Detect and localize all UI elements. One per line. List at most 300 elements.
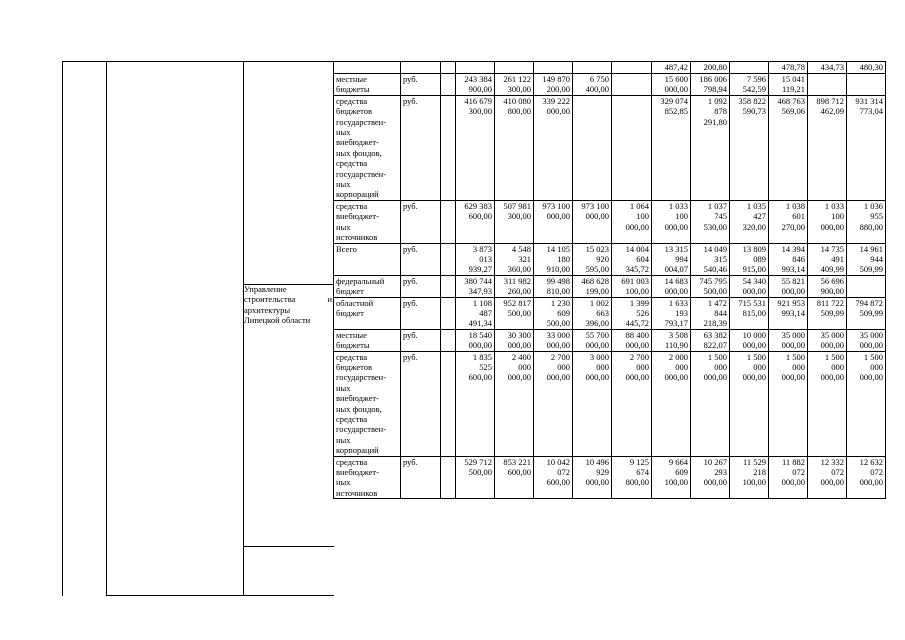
value-cell-line: 601 — [792, 211, 805, 222]
value-cell-line: 1 500 — [785, 351, 805, 362]
empty-cell — [441, 351, 456, 456]
value-cell-line: 929 — [596, 467, 609, 478]
value-cell-line: 6 750 — [589, 74, 609, 84]
value-cell-line: 000,00 — [781, 340, 805, 351]
value-cell-line: 218 — [753, 467, 766, 478]
value-cell-line: 13 315 — [664, 243, 688, 254]
value-cell-line: 193 — [675, 307, 688, 318]
value-cell — [612, 243, 652, 275]
value-cell-line: 100 — [675, 211, 688, 222]
value-cell-line: 973 100 — [542, 200, 570, 211]
value-cell-line: 468 628 — [581, 275, 609, 286]
funding-source-label-line: корпораций — [336, 445, 379, 456]
funding-source-label — [334, 456, 401, 499]
value-cell-line: 000,00 — [507, 340, 531, 351]
value-cell-line: 846 — [792, 253, 805, 264]
value-cell-line: 000,00 — [664, 221, 688, 232]
value-cell-line: 000,00 — [546, 340, 570, 351]
funding-source-label-line: внебюджет- — [336, 211, 379, 222]
funding-source-label-line: средства — [336, 351, 368, 362]
value-cell — [495, 243, 534, 275]
value-cell-line: 33 000 — [546, 329, 570, 340]
value-cell-line: 1 002 — [589, 297, 609, 308]
value-cell-line: 994 — [675, 253, 688, 264]
funding-source-label-line: областной — [336, 297, 374, 308]
value-cell-line: 745 — [714, 211, 727, 222]
value-cell-line: 530,00 — [703, 221, 727, 232]
value-cell — [691, 95, 730, 200]
empty-cell — [441, 243, 456, 275]
value-cell-line: 089 — [753, 253, 766, 264]
value-cell — [495, 275, 534, 297]
unit-cell: руб. — [401, 351, 441, 456]
funding-source-label-line: ных — [336, 127, 351, 138]
value-cell-line: 072 — [831, 467, 844, 478]
funding-source-label-line: внебюджет- — [336, 467, 379, 478]
value-cell-line: 852,85 — [664, 106, 688, 117]
value-cell-line: 1 035 — [746, 200, 766, 211]
value-cell-line: 000,00 — [703, 477, 727, 488]
value-cell — [847, 95, 886, 200]
funding-source-label — [334, 297, 401, 329]
value-cell-line: 500,00 — [546, 318, 570, 329]
value-cell — [573, 200, 612, 243]
value-cell-line: 000 — [714, 361, 727, 372]
value-cell — [847, 74, 886, 96]
funding-source-label-line: государствен- — [336, 116, 387, 127]
value-cell — [456, 275, 495, 297]
value-cell-line: 300,00 — [507, 211, 531, 222]
empty-cell — [441, 74, 456, 96]
value-cell-line: 898 712 — [816, 95, 844, 106]
value-cell-line: 000,00 — [859, 477, 883, 488]
value-cell-line: 380 744 — [464, 275, 492, 286]
value-cell — [691, 351, 730, 456]
value-cell-line: 525 — [479, 361, 492, 372]
value-cell-line: 811 722 — [816, 297, 844, 308]
funding-source-label-line: ных фондов, — [336, 403, 382, 414]
value-cell-line: 321 — [518, 253, 531, 264]
value-cell — [612, 95, 652, 200]
value-cell-line: 55 821 — [781, 275, 805, 286]
value-cell-line: 000,00 — [507, 372, 531, 383]
value-cell — [456, 329, 495, 351]
value-cell-line: 1 038 — [785, 200, 805, 211]
value-cell-line: 072 — [792, 467, 805, 478]
value-cell-line: 243 384 — [464, 74, 492, 84]
value-cell-line: 000 — [753, 361, 766, 372]
value-cell-line: 793,17 — [664, 318, 688, 329]
value-cell-line: 491,34 — [468, 318, 492, 329]
top-row-cell — [441, 62, 456, 74]
value-cell-line: 410 080 — [503, 95, 531, 106]
value-cell-line: 10 000 — [742, 329, 766, 340]
value-cell-line: 409,99 — [820, 264, 844, 275]
value-cell — [769, 351, 808, 456]
funding-source-label-line: ных — [336, 434, 351, 445]
value-cell-line: 15 600 — [664, 74, 688, 84]
unit-cell: руб. — [401, 329, 441, 351]
unit-cell: руб. — [401, 74, 441, 96]
top-row-cell — [334, 62, 401, 74]
table-row — [334, 74, 886, 96]
funding-source-label-line: бюджет — [336, 286, 364, 297]
funding-source-label-line: ных — [336, 221, 351, 232]
value-cell — [652, 243, 691, 275]
value-cell — [730, 351, 769, 456]
value-cell — [495, 95, 534, 200]
value-cell-line: 931 314 — [855, 95, 883, 106]
value-cell-line: 921 953 — [777, 297, 805, 308]
top-row-cell: 200,80 — [691, 62, 730, 74]
value-cell-line: 000,00 — [820, 477, 844, 488]
value-cell-line: 100 — [831, 211, 844, 222]
value-cell-line: 1 037 — [707, 200, 727, 211]
value-cell-line: 939,27 — [468, 264, 492, 275]
funding-source-label-line: бюджеты — [336, 340, 370, 351]
value-cell — [847, 243, 886, 275]
value-cell-line: 9 125 — [629, 456, 649, 467]
value-cell — [573, 74, 612, 96]
value-cell-line: 261 122 — [503, 74, 531, 84]
value-cell-line: 35 000 — [781, 329, 805, 340]
funding-source-label-line: бюджетов — [336, 106, 372, 117]
value-cell-line: 800,00 — [625, 477, 649, 488]
funding-source-label-line: федеральный — [336, 275, 385, 286]
value-cell — [573, 456, 612, 499]
value-cell-line: 427 — [753, 211, 766, 222]
value-cell-line: 000,00 — [625, 221, 649, 232]
value-cell-line: 35 000 — [820, 329, 844, 340]
value-cell-line: 013 — [479, 253, 492, 264]
value-cell — [730, 297, 769, 329]
value-cell-line: 100,00 — [664, 477, 688, 488]
table-row — [334, 243, 886, 275]
value-cell-line: 000,00 — [546, 372, 570, 383]
value-cell-line: 311 982 — [503, 275, 531, 286]
organization-line: Управление — [244, 284, 287, 294]
value-cell-line: 000,00 — [585, 340, 609, 351]
value-cell-line: 1 033 — [824, 200, 844, 211]
top-row-cell: 480,30 — [847, 62, 886, 74]
value-cell-line: 54 340 — [742, 275, 766, 286]
value-cell-line: 509,99 — [859, 264, 883, 275]
table-column-divider — [243, 61, 244, 596]
value-cell-line: 149 870 — [542, 74, 570, 84]
value-cell — [456, 351, 495, 456]
value-cell-line: 100,00 — [742, 477, 766, 488]
table-border-left — [62, 61, 63, 596]
budget-table — [333, 61, 886, 499]
empty-cell — [441, 275, 456, 297]
value-cell-line: 15 041 — [781, 74, 805, 84]
value-cell-line: 000,00 — [742, 340, 766, 351]
value-cell-line: 10 496 — [585, 456, 609, 467]
value-cell — [573, 329, 612, 351]
budget-table-body — [334, 62, 886, 499]
value-cell-line: 396,00 — [585, 318, 609, 329]
value-cell-line: 604 — [636, 253, 649, 264]
value-cell — [808, 329, 847, 351]
value-cell-line: 1 230 — [550, 297, 570, 308]
funding-source-label-line: средства — [336, 200, 368, 211]
value-cell-line: 000,00 — [585, 211, 609, 222]
value-cell-line: 000,00 — [546, 211, 570, 222]
value-cell — [808, 74, 847, 96]
value-cell-line: 000 — [831, 361, 844, 372]
value-cell — [612, 329, 652, 351]
value-cell-line: 000,00 — [859, 372, 883, 383]
value-cell-line: 993,14 — [781, 307, 805, 318]
value-cell — [769, 275, 808, 297]
value-cell-line: 347,93 — [468, 286, 492, 297]
top-row-cell — [495, 62, 534, 74]
value-cell-line: 590,73 — [742, 106, 766, 117]
value-cell-line: 7 596 — [746, 74, 766, 84]
value-cell-line: 1 633 — [668, 297, 688, 308]
value-cell-line: 1 500 — [707, 351, 727, 362]
value-cell — [847, 456, 886, 499]
value-cell — [612, 275, 652, 297]
value-cell — [652, 275, 691, 297]
value-cell-line: 000 — [636, 361, 649, 372]
value-cell — [691, 74, 730, 96]
value-cell — [691, 297, 730, 329]
value-cell-line: 853 221 — [503, 456, 531, 467]
value-cell — [769, 243, 808, 275]
value-cell — [730, 456, 769, 499]
table-row — [334, 351, 886, 456]
value-cell-line: 000 — [596, 361, 609, 372]
value-cell-line: 2 700 — [629, 351, 649, 362]
value-cell — [691, 329, 730, 351]
value-cell-line: 000,00 — [468, 340, 492, 351]
value-cell-line: 810,00 — [546, 286, 570, 297]
top-row-cell — [612, 62, 652, 74]
value-cell — [808, 95, 847, 200]
value-cell — [534, 329, 573, 351]
top-row-cell — [534, 62, 573, 74]
value-cell — [808, 297, 847, 329]
value-cell — [847, 329, 886, 351]
table-row — [334, 62, 886, 74]
value-cell-line: 445,72 — [625, 318, 649, 329]
funding-source-label-line: ных — [336, 179, 351, 190]
table-row — [334, 329, 886, 351]
table-top-border — [62, 61, 334, 62]
value-cell-line: 12 332 — [820, 456, 844, 467]
funding-source-label — [334, 275, 401, 297]
value-cell — [808, 243, 847, 275]
value-cell-line: 000,00 — [585, 372, 609, 383]
organization-line: строительства — [244, 294, 296, 305]
unit-cell: руб. — [401, 456, 441, 499]
value-cell-line: 1 092 — [707, 95, 727, 106]
unit-cell: руб. — [401, 243, 441, 275]
value-cell-line: 9 664 — [668, 456, 688, 467]
value-cell — [652, 329, 691, 351]
value-cell-line: 468 763 — [777, 95, 805, 106]
value-cell — [495, 200, 534, 243]
value-cell-line: 715 531 — [738, 297, 766, 308]
value-cell — [730, 74, 769, 96]
unit-cell: руб. — [401, 297, 441, 329]
value-cell — [534, 74, 573, 96]
value-cell-line: 072 — [557, 467, 570, 478]
value-cell — [456, 200, 495, 243]
value-cell-line: 569,06 — [781, 106, 805, 117]
value-cell-line: 2 400 — [511, 351, 531, 362]
value-cell-line: 300,00 — [507, 84, 531, 95]
top-row-cell: 434,73 — [808, 62, 847, 74]
value-cell-line: 300,00 — [468, 106, 492, 117]
value-cell-line: 11 529 — [742, 456, 766, 467]
value-cell-line: 000,00 — [820, 221, 844, 232]
value-cell-line: 35 000 — [859, 329, 883, 340]
value-cell-line: 320,00 — [742, 221, 766, 232]
value-cell — [456, 456, 495, 499]
table-row — [334, 200, 886, 243]
value-cell-line: 691 003 — [621, 275, 649, 286]
value-cell-line: 900,00 — [468, 84, 492, 95]
value-cell — [573, 275, 612, 297]
empty-cell — [441, 200, 456, 243]
value-cell — [730, 329, 769, 351]
value-cell — [847, 200, 886, 243]
value-cell-line: 000,00 — [781, 477, 805, 488]
organization-line: и — [327, 294, 332, 305]
value-cell-line: 955 — [870, 211, 883, 222]
organization-line: Липецкой области — [244, 315, 311, 326]
value-cell-line: 416 679 — [464, 95, 492, 106]
value-cell-line: 629 383 — [464, 200, 492, 211]
value-cell — [456, 297, 495, 329]
value-cell — [730, 95, 769, 200]
value-cell-line: 3 873 — [472, 243, 492, 254]
value-cell-line: 1 500 — [824, 351, 844, 362]
value-cell-line: 400,00 — [585, 84, 609, 95]
value-cell-line: 973 100 — [581, 200, 609, 211]
funding-source-label — [334, 351, 401, 456]
value-cell — [573, 95, 612, 200]
value-cell — [456, 95, 495, 200]
value-cell — [652, 456, 691, 499]
value-cell-line: 773,04 — [859, 106, 883, 117]
funding-source-label-line: корпораций — [336, 189, 379, 200]
funding-source-label-line: государствен- — [336, 424, 387, 435]
value-cell — [730, 275, 769, 297]
value-cell-line: 1 500 — [863, 351, 883, 362]
value-cell-line: 270,00 — [781, 221, 805, 232]
value-cell-line: 358 822 — [738, 95, 766, 106]
value-cell-line: 56 696 — [820, 275, 844, 286]
empty-cell — [441, 456, 456, 499]
value-cell-line: 12 632 — [859, 456, 883, 467]
value-cell — [769, 297, 808, 329]
value-cell-line: 600,00 — [468, 211, 492, 222]
value-cell-line: 119,21 — [781, 84, 805, 95]
value-cell-line: 1 472 — [707, 297, 727, 308]
value-cell-line: 218,39 — [703, 318, 727, 329]
value-cell-line: 609 — [675, 467, 688, 478]
value-cell-line: 000 — [870, 361, 883, 372]
value-cell-line: 200,00 — [546, 84, 570, 95]
value-cell — [534, 297, 573, 329]
value-cell-line: 14 961 — [859, 243, 883, 254]
value-cell-line: 99 498 — [546, 275, 570, 286]
value-cell-line: 55 700 — [585, 329, 609, 340]
funding-source-label — [334, 329, 401, 351]
value-cell — [769, 74, 808, 96]
value-cell-line: 798,94 — [703, 84, 727, 95]
table-row — [334, 95, 886, 200]
value-cell-line: 674 — [636, 467, 649, 478]
value-cell-line: 260,00 — [507, 286, 531, 297]
value-cell — [808, 456, 847, 499]
funding-source-label-line: средства — [336, 456, 368, 467]
value-cell-line: 072 — [870, 467, 883, 478]
funding-source-label-line: средства — [336, 158, 368, 169]
value-cell-line: 844 — [714, 307, 727, 318]
table-column-divider — [106, 61, 107, 596]
value-cell-line: 529 712 — [464, 456, 492, 467]
funding-source-label-line: бюджет — [336, 307, 364, 318]
table-bottom-border — [106, 595, 334, 596]
funding-source-label-line: местные — [336, 329, 367, 340]
value-cell-line: 63 382 — [703, 329, 727, 340]
top-row-cell — [401, 62, 441, 74]
value-cell-line: 88 400 — [625, 329, 649, 340]
value-cell-line: 291,80 — [703, 116, 727, 127]
value-cell-line: 000,00 — [742, 372, 766, 383]
value-cell-line: 815,00 — [742, 307, 766, 318]
value-cell-line: 14 735 — [820, 243, 844, 254]
value-cell-line: 745 795 — [699, 275, 727, 286]
value-cell — [534, 351, 573, 456]
empty-cell — [441, 297, 456, 329]
funding-source-label-line: средства — [336, 95, 368, 106]
value-cell — [847, 297, 886, 329]
value-cell-line: 944 — [870, 253, 883, 264]
value-cell — [495, 456, 534, 499]
value-cell-line: 542,59 — [742, 84, 766, 95]
value-cell-line: 462,09 — [820, 106, 844, 117]
value-cell-line: 15 023 — [585, 243, 609, 254]
value-cell-line: 199,00 — [585, 286, 609, 297]
value-cell — [612, 456, 652, 499]
value-cell-line: 14 105 — [546, 243, 570, 254]
value-cell-line: 14 683 — [664, 275, 688, 286]
value-cell — [534, 95, 573, 200]
value-cell-line: 878 — [714, 106, 727, 117]
value-cell — [691, 456, 730, 499]
value-cell — [612, 74, 652, 96]
organization-cell — [244, 284, 332, 326]
value-cell — [730, 200, 769, 243]
value-cell — [769, 200, 808, 243]
value-cell — [652, 351, 691, 456]
value-cell-line: 10 267 — [703, 456, 727, 467]
value-cell-line: 000 — [792, 361, 805, 372]
value-cell-line: 1 835 — [472, 351, 492, 362]
value-cell-line: 600,00 — [546, 477, 570, 488]
value-cell-line: 000 — [675, 361, 688, 372]
value-cell-line: 110,90 — [664, 340, 688, 351]
value-cell-line: 600,00 — [507, 467, 531, 478]
value-cell-line: 329 074 — [660, 95, 688, 106]
value-cell-line: 000,00 — [742, 286, 766, 297]
value-cell-line: 11 882 — [781, 456, 805, 467]
